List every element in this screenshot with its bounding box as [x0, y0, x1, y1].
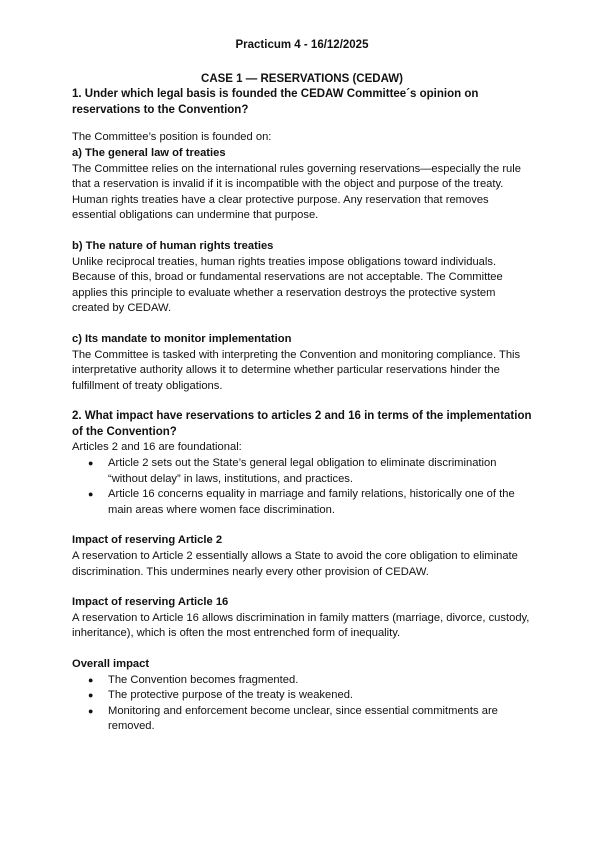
impact-article-2-heading: Impact of reserving Article 2 — [72, 534, 223, 547]
list-item: ● The protective purpose of the treaty is weakened. — [108, 688, 532, 704]
q2-intro: Articles 2 and 16 are foundational: — [72, 441, 242, 454]
section-b-heading: b) The nature of human rights treaties — [72, 239, 274, 252]
articles-list — [72, 456, 532, 518]
section-c-body: The Committee is tasked with interpreting the Convention and monitoring compliance. This interpretative authority allows it to determine whether particular reservations hinder the fulfillment of treaty obligations. — [72, 348, 521, 392]
impact-article-16-body: A reservation to Article 16 allows discrimination in family matters (marriage, divorce, custody, inheritance), which is often the most entrenched form of inequality. — [72, 611, 530, 640]
section-b-body: Unlike reciprocal treaties, human rights treaties impose obligations toward individuals. Because of this, broad or fundamental reservations are not acceptable. The Committee applies this principle to evaluate whether a reservation destroys the protective system created by CEDAW. — [72, 255, 503, 315]
question-1: 1. Under which legal basis is founded the CEDAW Committee´s opinion on reservations to the Convention? — [72, 88, 479, 116]
document-page — [72, 38, 532, 735]
overall-impact-list — [72, 673, 532, 735]
section-a-body: The Committee relies on the international rules governing reservations—especially the rule that a reservation is invalid if it is incompatible with the object and purpose of the treaty. Human rights treaties have a clear protective purpose. Any reservation that removes essential obligations can undermine that purpose. — [72, 162, 521, 222]
section-a-heading: a) The general law of treaties — [72, 146, 226, 159]
overall-impact-heading: Overall impact — [72, 658, 150, 670]
question-2: 2. What impact have reservations to articles 2 and 16 in terms of the implementation of the Convention? — [72, 410, 532, 438]
list-item: ● Article 2 sets out the State’s general legal obligation to eliminate discrimination “without delay” in laws, institutions, and practices. — [108, 456, 532, 487]
section-c-heading: c) Its mandate to monitor implementation — [72, 332, 292, 345]
impact-article-2-body: A reservation to Article 2 essentially allows a State to avoid the core obligation to eliminate discrimination. This undermines nearly every other provision of CEDAW. — [72, 550, 518, 578]
list-item: ● The Convention becomes fragmented. — [108, 673, 532, 689]
list-item: ● Article 16 concerns equality in marriage and family relations, historically one of the main areas where women face discrimination. — [108, 487, 532, 518]
impact-article-16-heading: Impact of reserving Article 16 — [72, 596, 229, 609]
list-item: ● Monitoring and enforcement become unclear, since essential commitments are removed. — [108, 704, 532, 735]
page-title: Practicum 4 - 16/12/2025 — [235, 39, 369, 51]
q1-intro: The Committee’s position is founded on: — [72, 131, 272, 144]
case-title: CASE 1 — RESERVATIONS (CEDAW) — [201, 72, 403, 85]
